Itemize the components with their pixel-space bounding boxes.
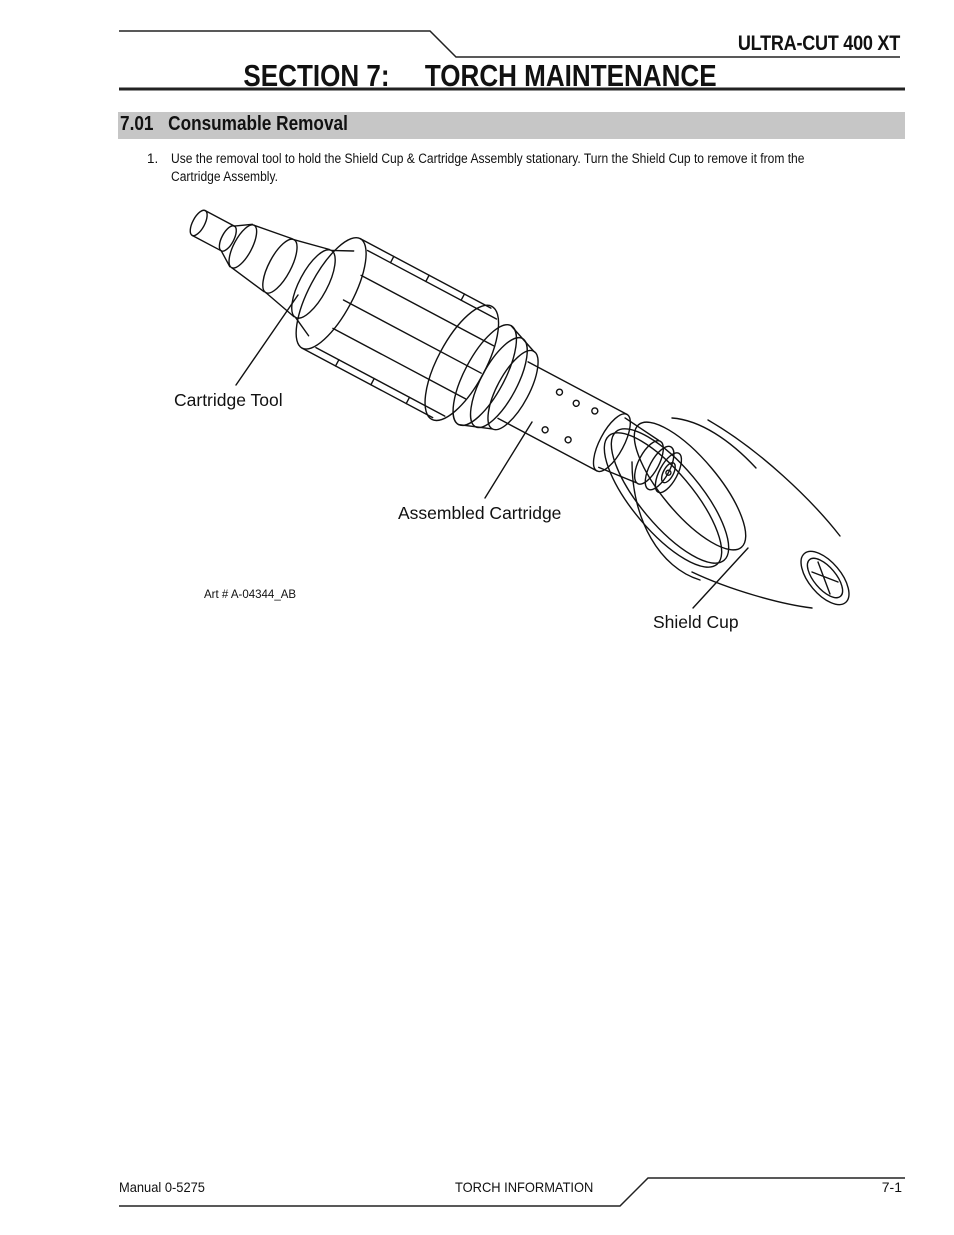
footer-section-name: TORCH INFORMATION [455,1179,594,1195]
leader-shield-cup [693,548,748,608]
subsection-title: Consumable Removal [168,113,348,135]
callout-shield-cup: Shield Cup [653,612,739,632]
art-number: Art # A-04344_AB [204,589,297,601]
section-label: SECTION 7: [243,58,390,93]
section-title-text: TORCH MAINTENANCE [424,58,717,93]
page-title [228,58,732,94]
callout-cartridge-tool: Cartridge Tool [174,390,283,410]
step-text: Use the removal tool to hold the Shield Cup & Cartridge Assembly stationary. Turn the Shield Cup to remove it from the Cartridge Assembly. [171,151,805,184]
callout-assembled-cartridge: Assembled Cartridge [398,503,562,523]
subsection-heading [120,113,348,136]
torch-assembly-drawing [163,185,706,533]
footer-manual-number: Manual 0-5275 [119,1179,205,1195]
page-number: 7-1 [881,1179,902,1195]
subsection-number: 7.01 [120,113,154,135]
leader-cartridge-tool [236,295,298,385]
product-name: ULTRA-CUT 400 XT [737,32,900,55]
step-number: 1. [147,151,159,166]
torch-illustration [150,185,870,645]
leader-assembled-cartridge [485,422,532,498]
